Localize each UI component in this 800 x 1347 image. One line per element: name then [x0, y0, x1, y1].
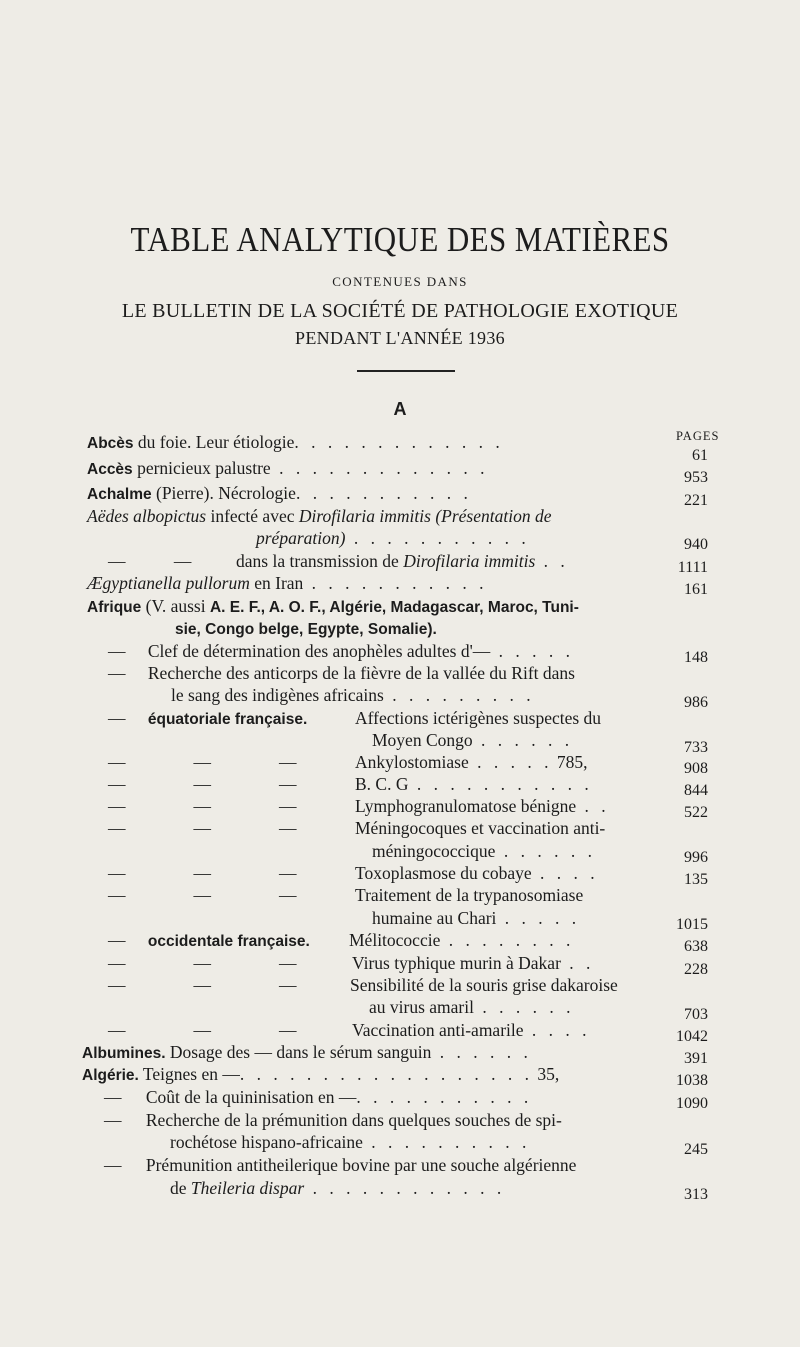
entry-bcg-dashes: [108, 774, 297, 795]
entry-text: Lymphogranulomatose bénigne: [355, 796, 577, 816]
leader-dots: . . . . . . . .: [440, 930, 575, 950]
entry-vaccin-dashes: [108, 1020, 297, 1041]
page-number: 1038: [676, 1072, 708, 1089]
entry-text: de: [170, 1178, 191, 1198]
dash: —: [173, 551, 192, 571]
entry-text: (Pierre). Nécrologie: [151, 483, 296, 503]
dash: —: [279, 885, 297, 905]
dash: —: [108, 863, 126, 883]
leader-dots: . . . . . . . . . . .: [303, 573, 488, 593]
entry-aef-cont: [372, 730, 573, 751]
leader-dots: . . . .: [523, 1020, 591, 1040]
page-number: 61: [692, 447, 708, 464]
entry-text: dans la transmission de: [236, 551, 404, 571]
leader-dots: . . . . . .: [431, 1042, 532, 1062]
leader-dots: . . . . .: [468, 752, 553, 772]
dash: —: [108, 1020, 126, 1040]
dash: —: [108, 551, 126, 571]
entry-text: infecté avec: [206, 506, 299, 526]
entry-lympho-dashes: [108, 796, 297, 817]
entry-head: Algérie.: [82, 1067, 139, 1084]
page-number: 148: [684, 649, 708, 666]
entry-theileria: [104, 1155, 576, 1176]
leader-dots: . . . . .: [496, 908, 581, 928]
page-number: 1111: [677, 559, 708, 576]
entry-text: au virus amaril: [369, 997, 474, 1017]
entry-text: Recherche de la prémunition dans quelques souches de spi-: [145, 1110, 562, 1130]
entry-text: pernicieux palustre: [132, 458, 271, 478]
entry-ref: 35,: [537, 1064, 560, 1084]
leader-dots: . . . . . . . . . . .: [356, 1087, 533, 1107]
page-number: 1090: [676, 1095, 708, 1112]
dash: —: [108, 975, 126, 995]
entry-afrique-cont: [175, 618, 437, 639]
dash: —: [193, 796, 211, 816]
dash: —: [193, 752, 211, 772]
entry-sensib-dashes: [108, 975, 297, 996]
page-number: 844: [684, 782, 708, 799]
entry-afrique: [87, 596, 579, 617]
page-title: TABLE ANALYTIQUE DES MATIÈRES: [130, 219, 670, 260]
entry-head: Achalme: [87, 486, 152, 503]
page-number: 1042: [676, 1028, 708, 1045]
entry-premunition: [104, 1110, 562, 1131]
dash: —: [193, 1020, 211, 1040]
dash: —: [193, 818, 211, 838]
entry-aef: [108, 708, 307, 729]
entry-abces: [87, 432, 504, 453]
dash: —: [108, 885, 126, 905]
entry-ankylo: [355, 752, 588, 773]
entry-text: Traitement de la trypanosomiase: [355, 885, 584, 905]
entry-italic: préparation): [256, 528, 346, 548]
entry-aof: [108, 930, 310, 951]
entry-ankylo-dashes: [108, 752, 297, 773]
entry-aegyptianella: [87, 573, 488, 594]
dash: —: [108, 774, 126, 794]
leader-dots: . . . . . . . . . . . . .: [270, 458, 489, 478]
entry-aedes: [87, 506, 551, 527]
entry-aof-text: [349, 930, 574, 951]
dash: —: [104, 1087, 122, 1107]
entry-text: Sensibilité de la souris grise dakaroise: [350, 975, 618, 995]
page-number: 522: [684, 804, 708, 821]
page-number: 228: [684, 961, 708, 978]
leader-dots: . . . . . .: [472, 730, 574, 750]
leader-dots: . . . . . . . . . . .: [408, 774, 593, 794]
entry-head: Albumines.: [82, 1045, 166, 1062]
entry-virus: [352, 953, 594, 974]
page-number: 1015: [676, 916, 708, 933]
entry-text: méningococcique: [372, 841, 496, 861]
dash: —: [108, 796, 126, 816]
page-number: 996: [684, 849, 708, 866]
leader-dots: . . . . . . . . . . . .: [304, 1178, 506, 1198]
dash: —: [108, 818, 126, 838]
dash: —: [104, 1155, 122, 1175]
dash: —: [279, 752, 297, 772]
year-line: PENDANT L'ANNÉE 1936: [295, 328, 505, 348]
entry-recherche: [108, 663, 575, 684]
entry-meningo: [355, 818, 605, 839]
entry-text: Clef de détermination des anophèles adultes d'—: [147, 641, 491, 661]
entry-text: Recherche des anticorps de la fièvre de la vallée du Rift dans: [147, 663, 575, 683]
entry-text: Coût de la quininisation en —: [145, 1087, 357, 1107]
dash: —: [108, 752, 126, 772]
page-number: 135: [684, 871, 708, 888]
dash: —: [193, 863, 211, 883]
dash: —: [104, 1110, 122, 1130]
leader-dots: . . . . . . . . . . .: [295, 483, 472, 503]
entry-text: Vaccination anti-amarile: [352, 1020, 524, 1040]
page-number: 703: [684, 1006, 708, 1023]
entry-italic: Theileria dispar: [190, 1178, 305, 1198]
entry-traitement-cont: [372, 908, 580, 929]
entry-lympho: [355, 796, 610, 817]
entry-text: B. C. G: [355, 774, 409, 794]
dash: —: [279, 953, 297, 973]
dash: —: [193, 774, 211, 794]
dash: —: [279, 863, 297, 883]
page-number: 313: [684, 1186, 708, 1203]
entry-bcg: [355, 774, 593, 795]
entry-text: Moyen Congo: [372, 730, 473, 750]
leader-dots: . . . .: [531, 863, 599, 883]
entry-meningo-cont: [372, 841, 596, 862]
entry-sensib-cont: [369, 997, 574, 1018]
entry-text: Teignes en —: [138, 1064, 240, 1084]
leader-dots: . .: [560, 953, 595, 973]
leader-dots: . . . . . . . . . .: [362, 1132, 531, 1152]
entry-text: humaine au Chari: [372, 908, 497, 928]
dash: —: [108, 663, 126, 683]
dash: —: [279, 796, 297, 816]
dash: —: [108, 708, 126, 728]
bulletin-name: LE BULLETIN DE LA SOCIÉTÉ DE PATHOLOGIE EXOTIQUE: [121, 300, 679, 322]
entry-text: Virus typhique murin à Dakar: [352, 953, 561, 973]
dash: —: [193, 953, 211, 973]
entry-sensib: [350, 975, 618, 996]
leader-dots: . . . . .: [490, 641, 574, 661]
entry-algerie: [82, 1064, 559, 1085]
page-number: 908: [684, 760, 708, 777]
subtitle: CONTENUES DANS: [332, 274, 468, 289]
entry-text: Prémunition antitheilerique bovine par une souche algérienne: [145, 1155, 577, 1175]
leader-dots: . . . . . . . . . . .: [345, 528, 530, 548]
entry-head: Accès: [87, 461, 133, 478]
entry-achalme: [87, 483, 472, 504]
entry-text: Mélitococcie: [349, 930, 441, 950]
leader-dots: . .: [576, 796, 610, 816]
entry-premunition-cont: [170, 1132, 530, 1153]
entry-text: Affections ictérigènes suspectes du: [355, 708, 602, 728]
leader-dots: . . . . . . . . . . . . . . . . . .: [239, 1064, 533, 1084]
entry-text: du foie. Leur étiologie: [133, 432, 295, 452]
page-number: 733: [684, 739, 708, 756]
entry-head: occidentale française.: [147, 933, 310, 950]
entry-toxo: [355, 863, 599, 884]
leader-dots: . . . . . . . . . . . . .: [294, 432, 504, 452]
entry-text: Ankylostomiase: [355, 752, 469, 772]
entry-aedes-cont: [256, 528, 530, 549]
entry-transmission: [236, 551, 569, 572]
page-number: 638: [684, 938, 708, 955]
dash: —: [108, 641, 126, 661]
entry-refs: A. E. F., A. O. F., Algérie, Madagascar, Maroc, Tuni-: [209, 599, 579, 616]
entry-text: le sang des indigènes africains: [171, 685, 384, 705]
entry-theileria-cont: [170, 1178, 505, 1199]
entry-traitement: [355, 885, 583, 906]
entry-virus-dashes: [108, 953, 297, 974]
entry-aef-text: [355, 708, 601, 729]
leader-dots: . .: [535, 551, 569, 571]
page-number: 221: [684, 492, 708, 509]
entry-italic: Aëdes albopictus: [87, 506, 207, 526]
dash: —: [108, 930, 126, 950]
page-number: 986: [684, 694, 708, 711]
entry-recherche-cont: [171, 685, 535, 706]
entry-text: Méningocoques et vaccination anti-: [355, 818, 606, 838]
entry-italic: Ægyptianella pullorum: [87, 573, 250, 593]
entry-italic: Dirofilaria immitis (Présentation de: [298, 506, 552, 526]
leader-dots: . . . . . .: [495, 841, 596, 861]
title-rule: [357, 370, 455, 372]
section-letter: A: [393, 399, 407, 419]
dash: —: [193, 885, 211, 905]
entry-toxo-dashes: [108, 863, 297, 884]
entry-text: rochétose hispano-africaine: [170, 1132, 363, 1152]
leader-dots: . . . . . . . . .: [383, 685, 535, 705]
page-number: 161: [684, 581, 708, 598]
pages-column-header: PAGES: [676, 429, 720, 443]
entry-meningo-dashes: [108, 818, 297, 839]
entry-text: Toxoplasmose du cobaye: [355, 863, 532, 883]
entry-text: (V. aussi: [141, 596, 210, 616]
entry-refs: sie, Congo belge, Egypte, Somalie).: [175, 621, 437, 638]
entry-clef: [108, 641, 574, 662]
entry-transmission-dash: [108, 551, 191, 572]
page-number: 953: [684, 469, 708, 486]
entry-head: équatoriale française.: [147, 711, 308, 728]
entry-ref: 785,: [556, 752, 588, 772]
dash: —: [108, 953, 126, 973]
entry-vaccin: [352, 1020, 591, 1041]
dash: —: [279, 774, 297, 794]
entry-head: Afrique: [87, 599, 142, 616]
dash: —: [279, 975, 297, 995]
page-number: 940: [684, 536, 708, 553]
entry-italic: Dirofilaria immitis: [403, 551, 536, 571]
entry-traitement-dashes: [108, 885, 297, 906]
entry-acces: [87, 458, 488, 479]
dash: —: [279, 1020, 297, 1040]
entry-text: en Iran: [249, 573, 304, 593]
entry-cout: [104, 1087, 532, 1108]
page-number: 245: [684, 1141, 708, 1158]
leader-dots: . . . . . .: [473, 997, 575, 1017]
page-number: 391: [684, 1050, 708, 1067]
dash: —: [279, 818, 297, 838]
dash: —: [193, 975, 211, 995]
entry-head: Abcès: [87, 435, 134, 452]
entry-text: Dosage des — dans le sérum sanguin: [165, 1042, 432, 1062]
entry-albumines: [82, 1042, 532, 1063]
